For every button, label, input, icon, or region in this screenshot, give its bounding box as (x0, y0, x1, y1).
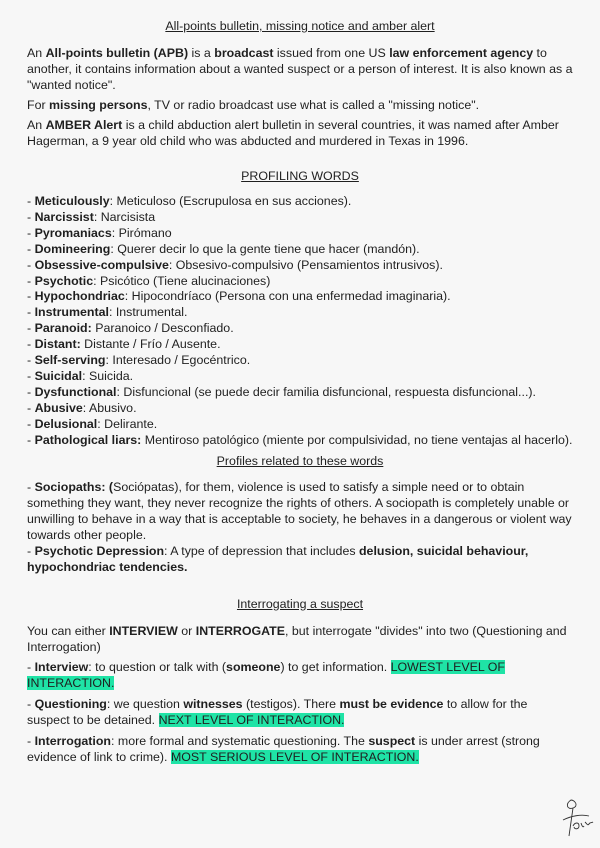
text-run: issued from one US (273, 46, 390, 60)
list-item: - Domineering: Querer decir lo que la gente tiene que hacer (mandón). (27, 241, 420, 256)
bold-text: Questioning (34, 696, 107, 711)
text-run: An (27, 118, 46, 132)
profiling-list (27, 194, 573, 449)
list-item: - Obsessive-compulsive: Obsesivo-compulsivo (Pensamientos intrusivos). (27, 257, 443, 272)
text-run: - (27, 659, 35, 674)
list-item: - Meticulously: Meticuloso (Escrupulosa en sus acciones). (27, 194, 352, 208)
text-run: , TV or radio broadcast use what is called a "missing notice". (147, 98, 480, 112)
bold-text: someone (226, 659, 281, 674)
highlight-text: MOST SERIOUS LEVEL OF INTERACTION. (170, 749, 419, 764)
missing-notice-paragraph (27, 97, 573, 113)
text-run: is a child abduction alert bulletin in several countries, it was named after Amber Hagerman, a 9 year old child who was abducted and murdered in Texas in 1996. (27, 118, 559, 148)
bold-text: AMBER Alert (45, 118, 123, 132)
text-run: (testigos). There (242, 696, 340, 711)
text-run: : more formal and systematic questioning. The (111, 733, 369, 748)
interview-paragraph (27, 659, 573, 691)
profiles-heading: Profiles related to these words (216, 453, 384, 468)
text-run: ) to get information. (280, 659, 391, 674)
text-run: You can either (27, 623, 110, 638)
questioning-paragraph (27, 696, 573, 728)
list-item: - Pathological liars: Mentiroso patológico (miente por compulsividad, no tiene ventajas al hacerlo). (27, 432, 573, 447)
list-item: - Delusional: Delirante. (27, 416, 158, 431)
text-run: to another, it contains information about a wanted suspect or a person of interest. It is also known as a "wanted notice". (27, 46, 573, 92)
text-run: - (27, 543, 35, 558)
text-run: : to question or talk with ( (88, 659, 227, 674)
list-item: - Distant: Distante / Frío / Ausente. (27, 337, 221, 352)
text-run: - (27, 733, 35, 748)
text-run: Sociópatas), for them, violence is used to satisfy a simple need or to obtain something they want, they never recognize the rights of others. A sociopath is completely unable or unwilling to behave in a way that is acceptable to society, he behaves in a dangerous or violent way towards other people. (27, 479, 572, 542)
list-item: - Hypochondriac: Hipocondríaco (Persona con una enfermedad imaginaria). (27, 289, 451, 304)
bold-text: Psychotic Depression (34, 543, 165, 558)
list-item: - Abusive: Abusivo. (27, 400, 137, 415)
bold-text: Sociopaths: ( (34, 479, 114, 494)
bold-text: law enforcement agency (389, 46, 534, 60)
text-run: is under arrest (strong evidence of link to crime). (27, 733, 540, 764)
text-run: An (27, 46, 46, 60)
text-run: For (27, 98, 50, 112)
bold-text: All-points bulletin (APB) (45, 46, 189, 60)
highlight-text: LOWEST LEVEL OF INTERACTION. (27, 659, 505, 690)
bold-text: must be evidence (339, 696, 444, 711)
interrogating-heading: Interrogating a suspect (236, 596, 364, 611)
text-run: - (27, 696, 35, 711)
bold-text: INTERVIEW (109, 623, 178, 638)
text-run: : we question (106, 696, 184, 711)
sociopaths-paragraph (27, 479, 573, 543)
bold-text: missing persons (49, 98, 148, 112)
signature-mark (557, 796, 597, 840)
list-item: - Self-serving: Interesado / Egocéntrico. (27, 353, 251, 368)
list-item: - Suicidal: Suicida. (27, 368, 134, 383)
list-item: - Instrumental: Instrumental. (27, 305, 188, 320)
profiling-heading: PROFILING WORDS (241, 169, 359, 183)
bold-text: witnesses (183, 696, 243, 711)
text-run: is a (188, 46, 215, 60)
bold-text: suspect (368, 733, 416, 748)
amber-alert-paragraph (27, 117, 573, 149)
highlight-text: NEXT LEVEL OF INTERACTION. (158, 712, 345, 727)
text-run: to allow for the suspect to be detained. (27, 696, 528, 727)
bold-text: Interview (34, 659, 89, 674)
bold-text: INTERROGATE (195, 623, 286, 638)
list-item: - Dysfunctional: Disfuncional (se puede decir familia disfuncional, respuesta disfuncional...). (27, 384, 536, 399)
apb-paragraph (27, 45, 573, 93)
bold-text: Interrogation (34, 733, 111, 748)
text-run: , but interrogate "divides" into two (Questioning and Interrogation) (27, 623, 567, 654)
document-page (27, 14, 573, 765)
interview-interrogate-paragraph (27, 623, 573, 655)
apb-heading: All-points bulletin, missing notice and amber alert (165, 19, 435, 33)
text-run: - (27, 479, 35, 494)
list-item: - Pyromaniacs: Pirómano (27, 225, 172, 240)
text-run: : A type of depression that includes (164, 543, 359, 558)
list-item: - Psychotic: Psicótico (Tiene alucinaciones) (27, 273, 271, 288)
psychotic-depression-paragraph (27, 543, 573, 575)
text-run: or (177, 623, 196, 638)
bold-text: broadcast (214, 46, 274, 60)
bold-text: delusion, suicidal behaviour, hypochondriac tendencies. (27, 543, 529, 574)
list-item: - Narcissist: Narcisista (27, 209, 156, 224)
interrogation-paragraph (27, 733, 573, 765)
list-item: - Paranoid: Paranoico / Desconfiado. (27, 321, 234, 336)
